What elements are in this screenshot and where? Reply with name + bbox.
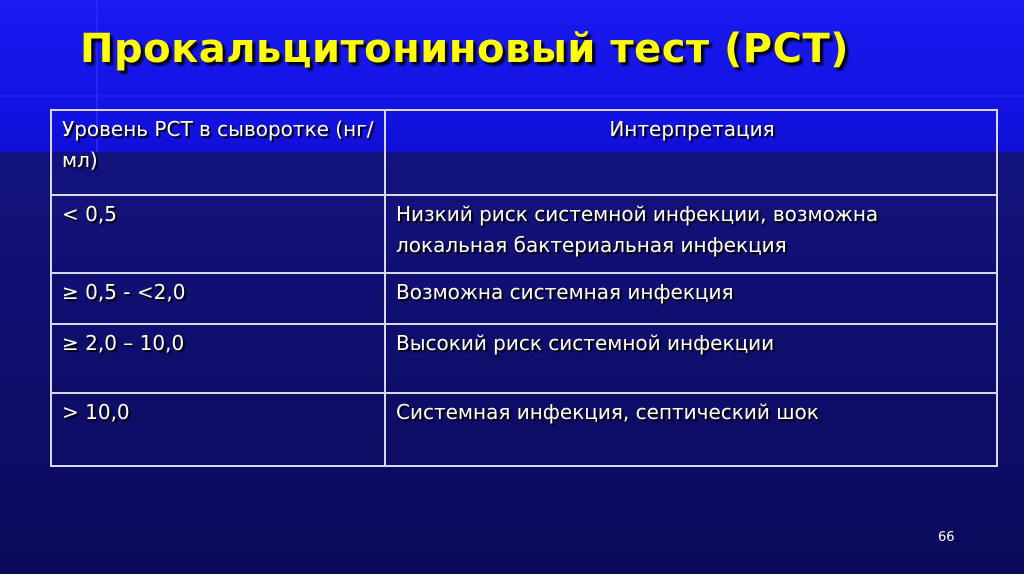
interpretation-cell: Высокий риск системной инфекции xyxy=(385,324,997,393)
level-cell: < 0,5 xyxy=(51,195,385,273)
table-header-row xyxy=(51,110,997,195)
table-row xyxy=(51,273,997,324)
table-row xyxy=(51,195,997,273)
interpretation-cell: Низкий риск системной инфекции, возможна локальная бактериальная инфекция xyxy=(385,195,997,273)
header-cell-level: Уровень PCT в сыворотке (нг/мл) xyxy=(51,110,385,195)
pct-table xyxy=(50,109,998,467)
level-cell: ≥ 2,0 – 10,0 xyxy=(51,324,385,393)
interpretation-cell: Возможна системная инфекция xyxy=(385,273,997,324)
header-cell-interpretation: Интерпретация xyxy=(385,110,997,195)
level-cell: ≥ 0,5 - <2,0 xyxy=(51,273,385,324)
interpretation-cell: Системная инфекция, септический шок xyxy=(385,393,997,466)
table-row xyxy=(51,324,997,393)
slide-title: Прокальцитониновый тест (PCT) xyxy=(80,26,850,72)
table-row xyxy=(51,393,997,466)
decor-horizontal-line xyxy=(0,95,1024,97)
level-cell: > 10,0 xyxy=(51,393,385,466)
slide-number: 66 xyxy=(938,530,955,545)
